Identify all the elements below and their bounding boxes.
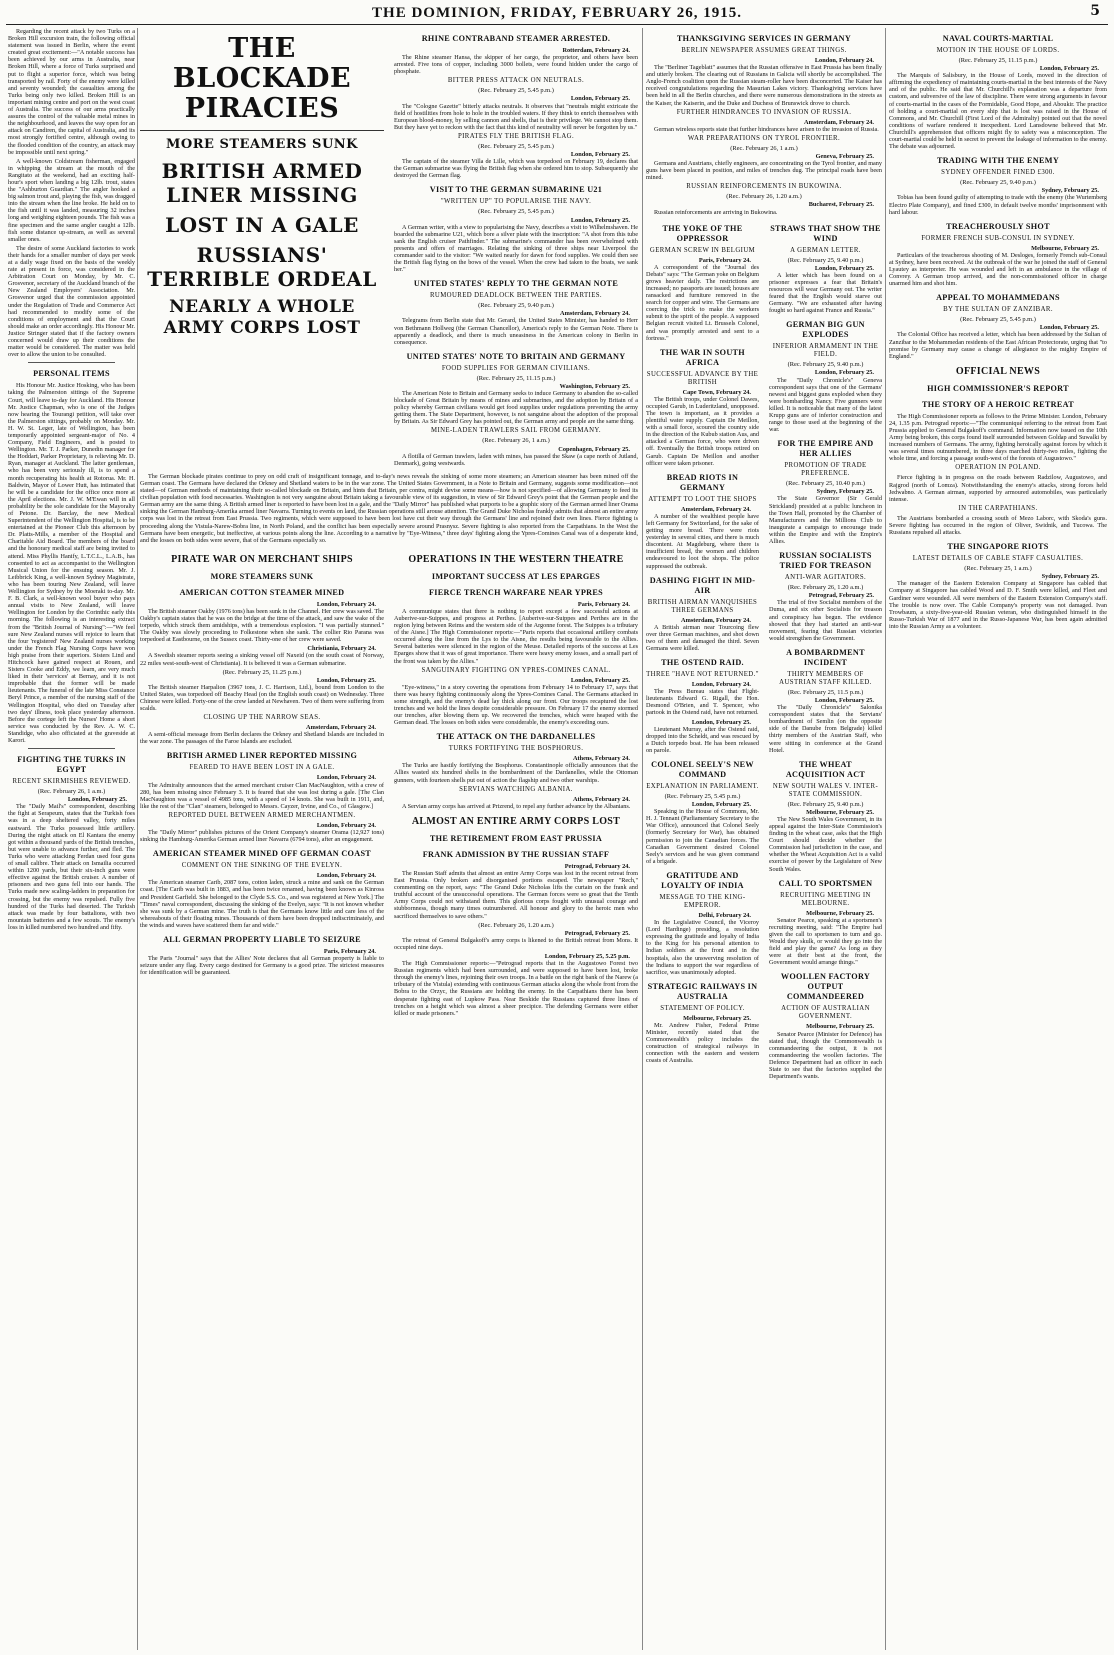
carpathians-text: The Austrians bombarded a crossing south of Mezo Laborc, with Skoda's guns. Severe fighting has occurred in the region of Oliver, Swidnik, and Tucowa. The Russians repulsed all attacks. xyxy=(889,514,1107,537)
received-line: (Rec. February 26, 1.20 a.m.) xyxy=(787,584,864,592)
headline-more-steamers: MORE STEAMERS SUNK xyxy=(166,137,358,152)
south-africa-text: The British troops, under Colonel Dawes, occupied Garub, in Luderitzland, unopposed. The town is important, as it provides a plentiful water supply. Captain De Meillon, with a small force, scoured the country side in the direction of the Kubub station Aus, and attacked a German force, who were driven off. Eventually the British troops retired on Garub. Captain De Meillon and another officer were taken prisoner. xyxy=(646,395,759,467)
rhine-heading: RHINE CONTRABAND STEAMER ARRESTED. xyxy=(421,34,611,43)
dateline: Melbourne, February 25. xyxy=(683,1014,751,1022)
dardanelles-subheading: TURKS FORTIFYING THE BOSPHORUS. xyxy=(448,745,584,753)
dateline: Amsterdam, February 24. xyxy=(560,310,630,318)
tyrol-heading: WAR PREPARATIONS ON TYROL FRONTIER. xyxy=(687,134,841,142)
us-note-text: The American Note to Britain and Germany seeks to induce Germany to abandon the so-called blockade of Great Britain by means of mines and submarines, and the adoption by Britain of a policy whereby German civilians would get food supplies under regulations preventing the army getting them. The State Department, however, is not sanguine about the adoption of the proposal by Britain. As Sir Edward Grey has pointed out, the German army and people are the same thing. xyxy=(394,390,638,426)
official-news-subheading-2: THE STORY OF A HEROIC RETREAT xyxy=(922,399,1074,409)
column-rule xyxy=(642,28,643,1650)
russia-invasion-heading: FURTHER HINDRANCES TO INVASION OF RUSSIA. xyxy=(676,108,852,116)
column-3 xyxy=(394,28,638,469)
turks-egypt-text: The "Daily Mail's" correspondent, describing the fight at Serapeum, states that the Turkish foes was in a deep sheltered valley, forty miles eastward. The Turks possessed little artillery. During the night attack on El Kantara the enemy got within a thousand yards of the British trenches, but were unable to advance further, and fled. The Turks who were attacking Ferdan used four guns of small calibre. Their attack on Ismailia occurred within 1200 yards, but their six-inch guns were effective against the British cruiser. A number of prisoners and two guns fell into our hands. The Turks made new scaling-ladders in preparation for crossing, but the enemy was repulsed. Fully five hundred of the Turks had deserted. The Turkish attack was made by four battalions, with two mountain batteries and a few scouts. The enemy's loss in killed numbered two hundred and fifty. xyxy=(8,803,135,931)
courts-martial-text: The Marquis of Salisbury, in the House of Lords, moved in the direction of affirming the expediency of maintaining courts-martial in the best interests of the Navy and of the public. He said that Mr. Churchill's explanation was a departure from custom, and subversive of the law of discipline. There were strong arguments in favour of courts-martial in the cases of the Formidable, Good Hope, and Aboukir. The practice of holding a court-martial on every ship that is lost was raised in the House of Commons, and Mr. Churchill (First Lord of the Admiralty) pointed out that the novel conditions of warfare rendered it inexpedient. Lord Lansdowne believed that Mr. Churchill's apprehension that officers might fly to safety was a misconception. The court-martial could be held in secret to prevent the leakage of information to the enemy. The debate was adjourned. xyxy=(889,72,1107,151)
divider xyxy=(28,748,115,749)
empire-heading: FOR THE EMPIRE AND HER ALLIES xyxy=(777,439,874,459)
official-news-subheading: HIGH COMMISSIONER'S REPORT xyxy=(927,383,1069,393)
dateline: Athens, February 24. xyxy=(572,755,630,763)
us-reply-heading: UNITED STATES' REPLY TO THE GERMAN NOTE xyxy=(413,279,619,289)
dateline: London, February 25. xyxy=(570,151,630,159)
steamer-mined-heading: AMERICAN STEAMER MINED OFF GERMAN COAST xyxy=(152,849,372,859)
auckland-factories-article: The desire of some Auckland factories to work their hands for a smaller number of days per week at a daily wage fixed on the basis of the weekly rate at present in force, was considered in the Arbitration Court on Monday, by Mr. C. Grosvenor, secretary of the Auckland branch of the New Zealand Employers' Association. Mr. Grosvenor urged that the commission appointed under the Regulation of Trade and Commerce Act had recommended to modify some of the conditions of employment and that the Court should make an order accordingly. His Honour Mr. Justice Stringer stated that if the factory owners concerned would draw up their conditions the matter would be considered. The matter was held over to allow the union to be consulted. xyxy=(8,244,135,359)
liner-missing-subheading: FEARED TO HAVE BEEN LOST IN A GALE. xyxy=(189,764,335,772)
ostend-subheading: THREE "HAVE NOT RETURNED." xyxy=(646,671,759,679)
dateline: Delhi, February 24. xyxy=(698,911,751,919)
tyrol-text: Germans and Austrians, chiefly engineers, are concentrating on the Tyrol frontier, and many guns have been placed in position, and miles of trenches dug. The principal roads have been mined. xyxy=(646,160,882,182)
column-4a xyxy=(646,218,759,1083)
divider xyxy=(28,362,115,363)
received-line: (Rec. February 25, 11.25 p.m.) xyxy=(222,668,302,676)
dateline: London, February 25. xyxy=(570,676,630,684)
mid-air-heading: DASHING FIGHT IN MID-AIR xyxy=(649,575,756,595)
dateline: Sydney, February 25. xyxy=(816,488,874,496)
received-line: (Rec. February 26, 1.20 a.m.) xyxy=(726,193,802,201)
column-rule xyxy=(885,28,886,1650)
bombardment-heading: A BOMBARDMENT INCIDENT xyxy=(786,647,865,667)
poland-text: Fierce fighting is in progress on the roads between Radzilow, Augustowo, and Rajgrod (north of Lomza). Notwithstanding the enemy's attacks, strong forces held Jedwabno. A German airman, supported by armoured automobiles, was particularly intense. xyxy=(889,474,1107,503)
pirate-war-subheading: MORE STEAMERS SUNK xyxy=(210,571,314,581)
dateline: London, February 25. xyxy=(67,796,127,804)
bukowina-heading: RUSSIAN REINFORCEMENTS IN BUKOWINA. xyxy=(686,183,842,191)
u21-subheading: "WRITTEN UP" TO POPULARISE THE NAVY. xyxy=(440,198,592,206)
liner-missing-heading: BRITISH ARMED LINER REPORTED MISSING xyxy=(166,751,358,761)
dateline: Amsterdam, February 24. xyxy=(306,724,376,732)
column-3-lower xyxy=(394,548,638,1019)
empire-subheading: PROMOTION OF TRADE PREFERENCE. xyxy=(784,462,867,478)
singapore-subheading: LATEST DETAILS OF CABLE STAFF CASUALTIES. xyxy=(912,555,1084,563)
narrow-seas-heading: CLOSING UP THE NARROW SEAS. xyxy=(203,714,321,722)
dateline: Geneva, February 25. xyxy=(815,152,874,160)
thanksgiving-heading: THANKSGIVING SERVICES IN GERMANY xyxy=(676,34,852,43)
turks-egypt-heading: FIGHTING THE TURKS IN EGYPT xyxy=(17,755,126,775)
army-corps-text: The Russian Staff admits that almost an entire Army Corps was lost in the recent retreat from East Prussia. Only broken and disorganised portions escaped. The newspaper "Rech," commenting on the report, says: "The Grand Duke Nicholas lifts the curtain on the frank and truthful account of the unsuccessful operations. The German forces were so great that the Tenth Army Corps could not withstand them. This glorious corps fought with unusual courage and stubbornness, though many times outnumbered. All honour and glory to the heroic men who sacrificed themselves to save others." xyxy=(394,869,638,920)
western-theatre-subheading: IMPORTANT SUCCESS AT LES EPARGES xyxy=(431,571,601,581)
received-line: (Rec. February 25, 5.45 p.m.) xyxy=(478,208,554,216)
dateline: Petrograd, February 24. xyxy=(564,862,630,870)
ostend-text-2: Lieutenant Murray, after the Ostend raid, dropped into the Scheldt, and was rescued by a Dutch torpedo boat. He has been released on parole. xyxy=(646,725,759,754)
singapore-heading: THE SINGAPORE RIOTS xyxy=(947,542,1049,552)
dateline: London, February 25. xyxy=(691,718,751,726)
western-theatre-subheading-2: FIERCE TRENCH WARFARE NEAR YPRES xyxy=(429,587,603,597)
woollen-text: Senator Pearce (Minister for Defence) has stated that, though the Commonwealth is commandeering the output, it is not commandeering the woollen factories. The Defence Department had an officer in each State to see that the factories supplied the Department's wants. xyxy=(769,1030,882,1081)
western-theatre-heading: OPERATIONS IN THE WESTERN THEATRE xyxy=(408,553,624,565)
dardanelles-text: The Turks are hastily fortifying the Bosphorus. Constantinople officially announces that the Allies wasted six hundred shells in the bombardment of the Dardanelles, while the Ottoman gunners, with fourteen shells put out of action the flagship and two other warships. xyxy=(394,762,638,784)
received-line: (Rec. February 25, 11.15 p.m.) xyxy=(958,57,1038,64)
dateline: London, February 24. xyxy=(316,600,376,608)
dateline: Washington, February 25. xyxy=(559,382,630,390)
received-line: (Rec. February 25, 11.5 p.m.) xyxy=(787,688,864,696)
mid-air-subheading: BRITISH AIRMAN VANQUISHES THREE GERMANS xyxy=(647,598,758,614)
column-2-lower xyxy=(140,548,384,1019)
steamer-mined-subheading: COMMENT ON THE SINKING OF THE EVELYN. xyxy=(181,862,343,870)
big-gun-heading: GERMAN BIG GUN EXPLODES xyxy=(786,320,865,340)
courts-martial-heading: NAVAL COURTS-MARTIAL xyxy=(942,34,1054,43)
received-line: (Rec. February 25, 1 a.m.) xyxy=(964,565,1032,573)
dateline: Sydney, February 25. xyxy=(1041,187,1099,195)
received-line: (Rec. February 25, 5.45 p.m.) xyxy=(478,87,554,95)
dateline: London, February 25. xyxy=(1039,65,1099,73)
albania-heading: SERVIANS WATCHING ALBANIA. xyxy=(459,785,573,793)
wheat-text: The New South Wales Government, in its appeal against the Inter-State Commission's finding in the wheat case, asks that the High Court should decide whether the Commission had jurisdiction in the case, and whether the Wheat Acquisition Act is a valid exercise of power by the Legislature of New South Wales. xyxy=(769,815,882,873)
big-gun-subheading: INFERIOR ARMAMENT IN THE FIELD. xyxy=(772,343,879,359)
trading-subheading: SYDNEY OFFENDER FINED £300. xyxy=(941,169,1055,177)
column-1 xyxy=(8,28,135,1650)
thanksgiving-text: The "Berliner Tageblatt" assumes that the Russian offensive in East Prussia has been finally and utterly broken. The clearing out of Russians in Galicia will shortly be accomplished. The Anglo-French coalition upon the Russian steam-roller have been disconcerted. The Kaiser has received congratulations regarding the Masurian Lakes victory. Thanksgiving services have been held in all the Berlin churches, and there were numerous demonstrations in the streets as the Kaiser, the Kaiserin, and the Duke and Duchess of Brunswick drove to church. xyxy=(646,64,882,107)
dateline: Amsterdam, February 24. xyxy=(681,616,751,624)
canal-heading: SANGUINARY FIGHTING ON YPRES-COMINES CANAL. xyxy=(421,666,611,674)
army-corps-subheading-2: FRANK ADMISSION BY THE RUSSIAN STAFF xyxy=(422,849,610,859)
dateline: Cape Town, February 24. xyxy=(682,388,751,396)
canal-text: "Eye-witness," in a story covering the operations from February 14 to February 17, says that there was heavy fighting continuously along the Ypres-Comines Canal. The Germans attacked in some strength, and the enemy's dead lay thick along our front. Our troops recaptured the lost trenches and we hold the lines despite considerable pressure. On February 17 the enemy stormed our trenches, after blowing them up. We recovered the trenches, which were heaped with the German dead. The losses on both sides were considerable, the enemy's exceeding ours. xyxy=(394,683,638,727)
dateline: London, February 24. xyxy=(316,872,376,880)
sportsmen-subheading: RECRUITING MEETING IN MELBOURNE. xyxy=(780,891,871,907)
masthead xyxy=(6,2,1108,25)
fisherman-article: A well-known Coldstream fisherman, engaged in whipping the stream at the mouth of the Rangitato at the weekend, had an exciting half-hour's sport when landing a big 12lb. trout, states the "Ashburton Guardian." The angler hooked a big salmon trout and, playing the fish, was dragged into the stream when the line broke. He held on to the fish until it was landed, measuring 32 inches long and weighing eighteen pounds. The fish was a fine specimen and the same angler caught a 12lb. fish some distance up-stream, as well as several smaller ones. xyxy=(8,157,135,243)
dateline: London, February 25. xyxy=(316,676,376,684)
yoke-text: A correspondent of the "Journal des Debats" says: "The German yoke on Belgium grows heavier daily. The restrictions are increased; no passports are issued; houses are ransacked and furniture removed in the search for copper and wire. The Germans are coercing the trick to make the workers submit to the spirit of the people. A supposed Belgian recruit visited Lt. Brussels Colonel, and was promptly arrested and sent to a fortress." xyxy=(646,263,759,342)
dateline: Melbourne, February 25. xyxy=(806,909,874,917)
blockade-lead-text: The German blockade pirates continue to prey on odd craft of insignificant tonnage, and to-day's news reveals the sinking of some more steamers; an American steamer has been mined off the German coast. The Germans have declared the Orkney and Shetland waters to be in the war zone. The United States Government, in a Note to Britain and Germany, suggests some modification—not stated—of German methods of maintaining their so-called blockade on Britain, and hints that Britain, per contra, might devise some means—how is not specified—of allowing Germany to feed its civilian population with food necessaries. Washington is not very sanguine about Britain taking a favourable view of its suggestion, in view of Sir Edward Grey's point that the German people and the German army are the same thing. A British armed liner is reported to have been lost in a gale, and the "Daily Mirror" has published what purports to be a graphic story of the German armed liner Orama sinking the German Hamburg-Amerika armed liner Navarra. Turning to events on land, the Russian operations still arouse attention. The Grand Duke Nicholas frankly admits that almost an entire army corps was lost in the retreat from East Prussia. Two regiments, which were supposed to have been lost have cut their way through the Germans' line and rejoined their own lines. Fierce fighting is proceeding along the Vistula-Narew-Bobra line, in North Poland, and the conflict has been especially severe around Prasnysz. Severe fighting is also reported from the Carpathians. In the West the Germans have been energetic, but ineffective, at various points along the line. According to a narrative by "Eye-Witness," three days' fighting along the Ypres-Comines Canal was of a desperate kind, and the losses on both sides were severe, that of the Germans especially so. xyxy=(140,472,638,544)
personal-items-heading: PERSONAL ITEMS xyxy=(33,369,110,379)
received-line: (Rec. February 25, 11.15 p.m.) xyxy=(476,374,556,382)
socialists-subheading: ANTI-WAR AGITATORS. xyxy=(784,574,867,582)
wheat-heading: THE WHEAT ACQUISITION ACT xyxy=(785,759,866,779)
property-heading: ALL GERMAN PROPERTY LIABLE TO SEIZURE xyxy=(163,934,361,944)
us-reply-text: Telegrams from Berlin state that Mr. Gerard, the United States Minister, has handed to Herr von Bethmann Hollweg (the German Chancellor), America's reply to the German Note. There is apparently a deadlock, and there is much uneasiness in the American colony in Berlin in consequence. xyxy=(394,317,638,346)
bread-riots-subheading: ATTEMPT TO LOOT THE SHOPS xyxy=(648,495,757,503)
india-text: In the Legislative Council, the Viceroy (Lord Hardinge) presiding, a resolution expressing the gratitude and loyalty of India to the King for his personal attention to Indian soldiers at the front and in the hospitals, also the unswerving resolution of the Indians to support the war regardless of sacrifice, was unanimously adopted. xyxy=(646,919,759,976)
army-corps-heading: ALMOST AN ENTIRE ARMY CORPS LOST xyxy=(411,815,621,827)
south-africa-subheading: SUCCESSFUL ADVANCE BY THE BRITISH xyxy=(646,370,759,386)
main-headline: THE BLOCKADE PIRACIES xyxy=(140,34,384,131)
dateline: Christiania, February 24. xyxy=(307,645,376,653)
high-commissioner-text: The High Commissioner reports:—"Petrograd reports that in the Augustowo Forest two Russian regiments which had been surrounded, and were supposed to have been lost, broke through the enemy's lines, rejoining their own troops. In a battle on the right bank of the Narew (a tributary of the Vistula) extending with continuous German attacks along the whole front from the Bobra to the Orzyc, the Russians are holding the enemy. In the Carpathians there has been desperate fighting east of Lupkow Pass. Near Beskide the Russians captured three lines of trenches on a height which was almost a sheer precipice. The defending Germans were either killed or made prisoners." xyxy=(394,960,638,1017)
dateline: London, February 25, 5.25 p.m. xyxy=(544,952,630,960)
dateline: Rotterdam, February 24. xyxy=(562,47,630,54)
dateline: Paris, February 24. xyxy=(698,256,751,264)
dateline: London, February 25. xyxy=(814,369,874,377)
page-number: 5 xyxy=(1090,3,1100,19)
woollen-heading: WOOLLEN FACTORY OUTPUT COMMANDEERED xyxy=(780,972,871,1002)
poland-heading: OPERATION IN POLAND. xyxy=(955,464,1041,472)
woollen-subheading: ACTION OF AUSTRALIAN GOVERNMENT. xyxy=(781,1005,870,1021)
received-line: (Rec. February 26, 1 a.m.) xyxy=(730,144,798,152)
dateline: London, February 25. xyxy=(814,264,874,272)
empire-text: The State Governor (Sir Gerald Strickland) presided at a public luncheon in the Town Hall, promoted by the Chamber of Manufacturers and the Millions Club to inaugurate a campaign to encourage trade within the Empire and with the Empire's Allies. xyxy=(769,495,882,546)
columns-2-3 xyxy=(140,28,638,1650)
mohammedans-text: The Colonial Office has received a letter, which has been addressed by the Sultan of Zanzibar to the Mohammedan residents of the East African Protectorate, urging that "to promise by Germany may cause a change of allegiance to the mighty Empire of England." xyxy=(889,331,1107,360)
flag-text: The captain of the steamer Villa de Lille, which was torpedoed on February 19, declares that the German submarine was flying the British flag when she ordered him to stop. Subsequently she destroyed the German flag. xyxy=(394,158,638,180)
mohammedans-heading: APPEAL TO MOHAMMEDANS xyxy=(936,293,1060,303)
wheat-subheading: NEW SOUTH WALES V. INTER-STATE COMMISSION. xyxy=(772,782,879,798)
dateline: Melbourne, February 25. xyxy=(806,1023,874,1031)
mid-air-text: A British airman near Tourcoing flew over three German machines, and shot down two of them and damaged the third. Seven Germans were killed. xyxy=(646,623,759,652)
army-corps-text-2: The retreat of General Bulgakoff's army corps is likened to the British retreat from Mons. It occupied nine days. xyxy=(394,936,638,951)
us-note-subheading: FOOD SUPPLIES FOR GERMAN CIVILIANS. xyxy=(441,364,591,372)
property-text: The Paris "Journal" says that the Allies' Note declares that all German property is liable to seizure under any flag. Every cargo destined for Germany is a good prize. The strictest measures for identification will be guaranteed. xyxy=(140,955,384,977)
dateline: London, February 24. xyxy=(814,57,874,64)
column-4b xyxy=(769,218,882,1083)
us-note-heading: UNITED STATES' NOTE TO BRITAIN AND GERMANY xyxy=(406,351,626,361)
seely-heading: COLONEL SEELY'S NEW COMMAND xyxy=(651,760,754,779)
sportsmen-text: Senator Pearce, speaking at a sportsmen's recruiting meeting, said: "The Empire had given the call to sportsmen to turn and go. Would they skulk, or would they go into the field and play the game? As long as they were at their best at the front, the Government would arrange things." xyxy=(769,916,882,967)
dateline: Copenhagen, February 25. xyxy=(558,445,630,453)
headline-army-corps-lost: NEARLY A WHOLE ARMY CORPS LOST xyxy=(163,297,361,338)
turks-egypt-subheading: RECENT SKIRMISHES REVIEWED. xyxy=(12,778,131,786)
dateline: Paris, February 24. xyxy=(323,947,376,955)
dateline: Melbourne, February 25. xyxy=(1031,244,1099,252)
column-5 xyxy=(889,28,1107,1650)
official-news-heading: OFFICIAL NEWS xyxy=(955,365,1041,377)
official-news-text: The High Commissioner reports as follows to the Prime Minister. London, February 24, 1.35 p.m. Petrograd reports:—"The communiqué referring to the retreat from East Prussia applied to General Bulgakoff's command. Information now issued on the 10th Army being broken, this corps found itself surrounded between Goldap and Suwalki by increased numbers of Germans. The army, fighting heroically against forces by which it was several times outnumbered, in three days marched thirty-two miles, fighting the whole time, and forcing a passage south-west of the forests of Augustowo." xyxy=(889,412,1107,463)
straws-text: A letter which has been found on a prisoner expresses a fear that Britain's resources will wear Germany out. The writer feared that the English would starve out Germany. "We are exhausted after having fought so hard against France and Russia." xyxy=(769,271,882,315)
dateline: London, February 25. xyxy=(1039,324,1099,332)
received-line: (Rec. February 26, 1 a.m.) xyxy=(37,788,106,796)
column-2 xyxy=(140,28,384,469)
dateline: Bucharest, February 25. xyxy=(808,201,874,209)
india-subheading: MESSAGE TO THE KING-EMPEROR. xyxy=(659,893,746,909)
dateline: London, February 25. xyxy=(814,696,874,704)
dateline: Melbourne, February 25. xyxy=(806,808,874,816)
western-theatre-text: A communique states that there is nothing to report except a few successful actions at Auberive-sur-Suippes, and progress at Perthes. [Auberive-sur-Suippes and Perthes are in the region lying between Reims and the western side of the Argonne forest. The Suippes is a tributary of the Aisne.] The High Commissioner reports:—"Paris reports that occasional artillery combats occurred along the line from the Lys to the Aisne, the results being favourable to the Allies. Several batteries were silenced in the region of the Meuse. Detailed reports of the success at Les Eparges show that it was of great importance. There were heavy enemy losses, and a small part of the front was taken by the Allies." xyxy=(394,607,638,665)
u21-heading: VISIT TO THE GERMAN SUBMARINE U21 xyxy=(429,185,603,195)
dateline: London, February 24. xyxy=(316,774,376,782)
seely-text: Speaking in the House of Commons, Mr. H. J. Tennant (Parliamentary Secretary to the War Office), announced that Colonel Seely (formerly Secretary for War), has obtained permission to join the Canadian forces. The Canadian Government desired Colonel Seely's services and he was given command of a brigade. xyxy=(646,808,759,865)
received-line: (Rec. February 26, 1.20 a.m.) xyxy=(478,921,554,929)
broken-hill-article: Regarding the recent attack by two Turks on a Broken Hill excursion train, the following official statement was issued in Berlin, where the event created great excitement:—"A notable success has been achieved by our arms in Australia, near Broken Hill, where a force of Turks surprised and put to flight a superior force, which was being transported by rail. Forty of the enemy were killed and seventy wounded; the casualties among the Turks being only two killed. Broken Hill is an important mining centre and port on the west coast of Australia. The success of our arms practically assures the control of the valuable metal mines in the neighbourhood, and leaves the way open for an attack on Candiren, the capital of Australia, and its most strongly fortified centre, although owing to the flooded condition of the country, an attack may be impossible until next spring." xyxy=(8,28,135,156)
railways-heading: STRATEGIC RAILWAYS IN AUSTRALIA xyxy=(647,981,758,1001)
received-line: (Rec. February 25, 5.45 p.m.) xyxy=(664,793,741,800)
masthead-title: THE DOMINION, FRIDAY, FEBRUARY 26, 1915. xyxy=(372,4,742,21)
headline-lost-in-gale: LOST IN A GALE xyxy=(165,213,359,237)
duel-text: The "Daily Mirror" publishes pictures of the Orient Company's steamer Orama (12,927 tons) sinking the Hamburg-Amerika German armed liner Navarra (6794 tons), after an engagement. xyxy=(140,829,384,844)
south-africa-heading: THE WAR IN SOUTH AFRICA xyxy=(660,347,745,367)
dateline: Sydney, February 25. xyxy=(1041,573,1099,581)
narrow-seas-text: A semi-official message from Berlin declares the Orkney and Shetland Islands are included in the war zone. The passages of the Faroe Islands are excluded. xyxy=(140,731,384,746)
yoke-heading: THE YOKE OF THE OPPRESSOR xyxy=(662,223,743,243)
treacherously-shot-heading: TREACHEROUSLY SHOT xyxy=(946,221,1050,231)
cotton-steamer-heading: AMERICAN COTTON STEAMER MINED xyxy=(179,587,345,597)
dateline: London, February 25. xyxy=(570,95,630,103)
received-line: (Rec. February 25, 9.40 p.m.) xyxy=(787,256,864,264)
sportsmen-heading: CALL TO SPORTSMEN xyxy=(778,878,873,888)
straws-heading: STRAWS THAT SHOW THE WIND xyxy=(770,223,881,243)
mohammedans-subheading: BY THE SULTAN OF ZANZIBAR. xyxy=(943,306,1053,314)
dardanelles-heading: THE ATTACK ON THE DARDANELLES xyxy=(436,732,596,742)
dateline: Athens, February 24. xyxy=(572,795,630,803)
received-line: (Rec. February 26, 1 a.m.) xyxy=(482,437,550,445)
received-line: (Rec. February 25, 5.45 p.m.) xyxy=(960,316,1036,324)
trading-heading: TRADING WITH THE ENEMY xyxy=(936,156,1060,166)
received-line: (Rec. February 25, 9.40 p.m.) xyxy=(478,302,554,310)
railways-text: Mr. Andrew Fisher, Federal Prime Minister, recently stated that the Commonwealth's policy includes the construction of strategical railways in connection with the eastern and western coasts of Australia. xyxy=(646,1021,759,1065)
bombardment-subheading: THIRTY MEMBERS OF AUSTRIAN STAFF KILLED. xyxy=(779,670,872,686)
ostend-heading: THE OSTEND RAID. xyxy=(661,658,744,668)
carpathians-heading: IN THE CARPATHIANS. xyxy=(958,504,1038,512)
trawlers-text: A flotilla of German trawlers, laden with mines, has passed the Skaw (a cape north of Jutland, Denmark), going westwards. xyxy=(394,452,638,467)
socialists-heading: RUSSIAN SOCIALISTS TRIED FOR TREASON xyxy=(779,551,872,571)
treacherously-shot-subheading: FORMER FRENCH SUB-CONSUL IN SYDNEY. xyxy=(921,234,1075,242)
army-corps-subheading: THE RETIREMENT FROM EAST PRUSSIA xyxy=(429,833,603,843)
seely-subheading: EXPLANATION IN PARLIAMENT. xyxy=(646,783,759,790)
dateline: Petrograd, February 25. xyxy=(808,592,874,600)
dateline: London, February 24. xyxy=(691,681,751,689)
albania-text: A Servian army corps has arrived at Prizrend, to repel any further advance by the Albanians. xyxy=(402,802,631,810)
flag-heading: PIRATES FLY THE BRITISH FLAG. xyxy=(457,132,575,140)
dateline: Amsterdam, February 24. xyxy=(804,118,874,126)
rhine-text: The Rhine steamer Hansa, the skipper of her cargo, the proprietor, and others have been arrested. Five tons of copper, including 3000 bollets, were found hidden under the cargo of phosphate. xyxy=(394,54,638,76)
column-rule xyxy=(137,28,138,1650)
received-line: (Rec. February 25, 9.40 p.m.) xyxy=(960,179,1036,187)
dateline: Paris, February 24. xyxy=(577,600,630,608)
socialists-text: The trial of five Socialist members of the Duma, and six other Socialists for treason and conspiracy has begun. The evidence showed that they had started an anti-war movement, fearing that Russian victories would strengthen the Government. xyxy=(769,599,882,642)
dateline: London, February 24. xyxy=(316,821,376,829)
straws-subheading: A GERMAN LETTER. xyxy=(790,246,861,254)
bombardment-text: The "Daily Chronicle's" Salonika correspondent states that the Servians' bombardment of Semlin (on the opposite side of the Danube from Belgrade) killed thirty members of the Austrian Staff, who were sitting in conference at the Grand Hotel. xyxy=(769,704,882,754)
treacherously-shot-text: Particulars of the treacherous shooting of M. Desloges, formerly French sub-Consul at Sydney, have been received. At the outbreak of the war he joined the staff of General Lyautey as interpreter. He was wounded and left in an ambulance in the village of Convrey. A German troop arrived, and the non-commissioned officer in charge unarmed him and shot him. xyxy=(889,251,1107,288)
trading-text: Tobias has been found guilty of attempting to trade with the enemy (the Wurtemberg Electro Plate Company), and fined £300, in default twelve months' imprisonment with hard labour. xyxy=(889,194,1107,216)
ostend-text: The Press Bureau states that Flight-lieutenants Edward G. Rigall, the Hon. Desmond O'Brien, and T. Spencer, who partook in the Ostend raid, have not returned. xyxy=(646,688,759,717)
bukowina-text: Russian reinforcements are arriving in Bukowina. xyxy=(654,208,778,216)
steamer-mined-text: The American steamer Carib, 2087 tons, cotton laden, struck a mine and sank on the German coast. [The Carib was built in 1883, and has been twice renamed, having been known as Kinross and President Garfield. She belonged to the Clyde S.S. Co., and was registered at New York.] The "Times" naval correspondent, discussing the sinking of the Evelyn, says: "It is not known whether she was sunk by a German mine. The truth is that the Germans know little and care less of the whereabouts of their floating mines. Thousands of them have been dropped indiscriminately, and the winds and waves have scattered them far and wide." xyxy=(140,879,384,929)
railways-subheading: STATEMENT OF POLICY. xyxy=(660,1004,745,1012)
thanksgiving-subheading: BERLIN NEWSPAPER ASSUMES GREAT THINGS. xyxy=(681,47,847,54)
headline-russians-ordeal: RUSSIANS' TERRIBLE ORDEAL xyxy=(147,243,377,291)
dateline: London, February 25. xyxy=(691,801,751,809)
dateline: London, February 25. xyxy=(570,216,630,224)
trawlers-heading: MINE-LADEN TRAWLERS SAIL FROM GERMANY. xyxy=(431,427,601,435)
courts-martial-subheading: MOTION IN THE HOUSE OF LORDS. xyxy=(936,47,1060,54)
received-line: (Rec. February 25, 9.40 p.m.) xyxy=(787,800,864,808)
singapore-text: The manager of the Eastern Extension Company at Singapore has cabled that Company at Singapore has cabled Wood and D. F. Smith were killed, and Fleet and Gardiner were wounded. All were members of the Eastern Extension Company's staff. The trouble is now over. The Cable Company's property was not damaged. Ivan Trowbaum, a sixty-five-year-old Russian veteran, who distinguished himself in the Russo-Turkish War of 1877 and in the Russo-Japanese War, has been again admitted into the Russian Army as a volunteer. xyxy=(889,580,1107,630)
russia-invasion-text: German wireless reports state that further hindrances have arisen to the invasion of Russia. xyxy=(654,125,879,133)
neutrals-heading: BITTER PRESS ATTACK ON NEUTRALS. xyxy=(447,77,585,85)
u21-text: A German writer, with a view to popularising the Navy, describes a visit to Wilhelmshaven. He boarded the submarine U21, which bore a silver plate with the inscription: "A shot from this tube sank the English cruiser Pathfinder." The submarine's commander has been overwhelmed with presents and offers of marriages. Relating the sinking of three ships near Liverpool the commander said to the visitor: "We waited nearly for dawn for food supplies. We could then see the British flag flying on the bows of the vessel. When the crew had taken to the boats, we sank her." xyxy=(394,223,638,274)
india-heading: GRATITUDE AND LOYALTY OF INDIA xyxy=(661,870,744,890)
bread-riots-text: A number of the wealthiest people have left Germany for Switzerland, for the sake of getting more bread. There were riots yesterday in several cities, and there is much discontent. At Magdeburg, where there is insufficient bread, the women and children endeavoured to loot the shops. The police suppressed the outbreak. xyxy=(646,512,759,570)
dateline: Petrograd, February 25. xyxy=(564,929,630,937)
headline-liner-missing: BRITISH ARMED LINER MISSING xyxy=(161,159,363,207)
received-line: (Rec. February 25, 5.45 p.m.) xyxy=(478,142,554,150)
us-reply-subheading: RUMOURED DEADLOCK BETWEEN THE PARTIES. xyxy=(429,292,603,300)
harpalion-text: The British steamer Harpalion (3967 tons, J. C. Harrison, Ltd.), bound from London to the United States, was torpedoed off Beachy Head (on the English south coast) on Wednesday. Three Chinese were killed. Forty-one of the crew landed at Newhaven. Two of them were suffering from scalds. xyxy=(140,683,384,713)
dateline: Amsterdam, February 24. xyxy=(681,505,751,513)
big-gun-text: The "Daily Chronicle's" Geneva correspondent says that one of the Germans' newest and biggest guns exploded when they were bombarding Nancy. Five gunners were killed. It is noticeable that many of the latest Krupp guns are of inferior construction and range to those used at the beginning of the war. xyxy=(769,376,882,434)
personal-items-text: His Honour Mr. Justice Hosking, who has been taking the Palmerston sittings of the Supreme Court, will leave to-day for Auckland. His Honour Mr. Justice Chapman, who is one of the Judges now hearing the Tourangi petition, will take over the Palmerston sittings, probably on Monday. Mr. H. W. St. Leger, late of Wellington, has been temporarily appointed sergeant-major of No. 4 Company, Field Engineers, and is posted to Wellington. Mr. T. J. Parker, Dunedin manager for the Hoddart, Parker Proprietary, is relieving Mr. D. Ryan, manager at Auckland. The latter gentleman, who has been very seriously ill, is to spend a month recuperating his health at Rotorua. Mr. H. Baldwin, Mayor of Lower Hutt, has intimated that he will be a candidate for the office once more at the April elections. Mr. J. W. M'Ewan will in all probability be the sole candidate for the Mayoralty of Petone. Dr. Barclay, the new Medical Superintendent of the Wellington Hospital, is to be entertained at the Pioneer Club this afternoon by Dr. Platts-Mills, a member of the Hospital and Charitable Aid Board. The members of the board and the honorary medical staff are being invited to attend. Miss Phyllis Hanify, L.T.C.L., L.A.B., has consented to act as accompanist to the Wellington Musical Union for the ensuing season. Mr. J. Leibbrick King, a well-known Sydney Magistrate, who has been touring New Zealand, will leave Wellington for Sydney by the Moeraki to-day. Mr. F. B. Clark, a well-known wool buyer who pays annual visits to New Zealand, will leave Wellington for London by the Corinthic early this morning. The following is an interesting extract from the "British Journal of Nursing":—"We feel sure New Zealand nurses will rejoice to learn that the four 'registered' New Zealand nurses working under the French Flag Nursing Corps have won high praise from their superiors. Sisters Lind and Hitchcock have gained respect at Rouen, and Sisters Cooke and Eddy, we learn, are very much liked in their 'services' at Bernay, and it is not improbable that the former will be made lieutenants. The funeral of the late Miss Constance Beryl Prince, a member of the nursing staff of the Wellington Hospital, who died on Tuesday after two days' illness, took place yesterday afternoon. Before the cortege left the Nurses' Home a short service was conducted by the Rev. A. W. C. Standidge, who also officiated at the graveside at Karori. xyxy=(8,382,135,744)
bread-riots-heading: BREAD RIOTS IN GERMANY xyxy=(666,472,739,492)
column-4 xyxy=(646,28,882,1650)
liner-missing-text: The Admiralty announces that the armed merchant cruiser Clan MacNaughton, with a crew of 280, has been missing since February 3. It is feared that she was lost during a gale. [The Clan MacNaughton was a vessel of 4985 tons, with a speed of 14 knots. She was built in 1911, and, like the rest of the "Clan" steamers, belonged to Messrs. Cayzer, Irvine, and Co., of Glasgow.] xyxy=(140,781,384,810)
pirate-war-heading: PIRATE WAR ON MERCHANT SHIPS xyxy=(171,553,353,565)
swedish-steamer-text: A Swedish steamer reports seeing a sinking vessel off Naxeid (on the south coast of Norway, 22 miles west-south-west of Christiania). It is believed it was a German submarine. xyxy=(140,652,384,667)
yoke-subheading: GERMAN SCREW IN BELGIUM xyxy=(649,246,756,254)
cotton-steamer-text: The British steamer Oakby (1976 tons) has been sunk in the Channel. Her crew was saved. The Oakby's captain states that he was on the bridge at the time of the attack, and saw the wake of the torpedo, which struck them amidships, with a tremendous explosion. "I was partially stunned." The Oakby was slowly proceeding to Folkestone when she sank. The collier Rio Parana was torpedoed at Eastbourne, on the Sussex coast. Thirty-one of her crew were saved. xyxy=(140,607,384,644)
received-line: (Rec. February 25, 9.40 p.m.) xyxy=(787,361,864,369)
received-line: (Rec. February 25, 10.40 p.m.) xyxy=(786,480,865,488)
duel-heading: REPORTED DUEL BETWEEN ARMED MERCHANTMEN. xyxy=(168,811,356,819)
neutrals-text: The "Cologne Gazette" bitterly attacks neutrals. It observes that "neutrals might extricate the field of hostilities from hole to hole in the troubled waters. If they think to enrich themselves with European blood-money, by selling cannon and shells, that is their privilege. We cannot stop them. But they have yet to reckon with the fact that this kind of neutrality will never be forgotten by us." xyxy=(394,102,638,131)
